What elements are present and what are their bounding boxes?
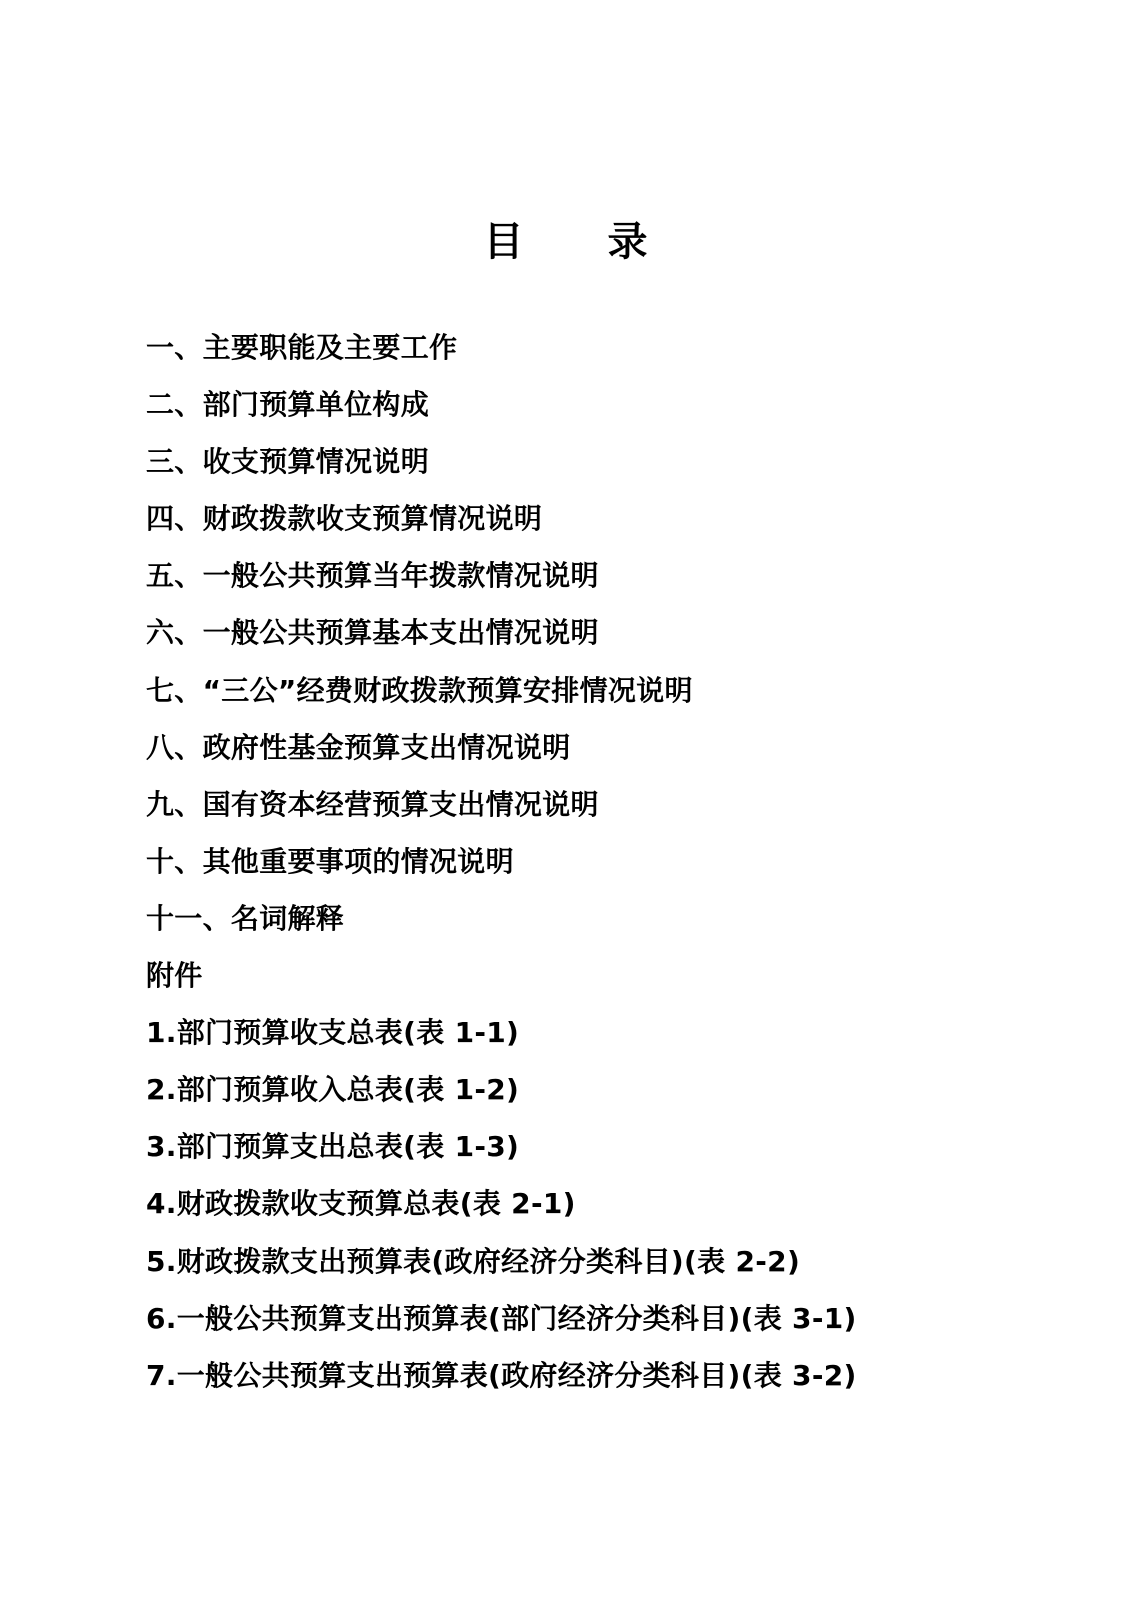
toc-item-10: 十、其他重要事项的情况说明 (146, 844, 514, 878)
title-char-1: 目 (483, 218, 524, 265)
toc-appendix-item-5: 5.财政拨款支出预算表(政府经济分类科目)(表 2-2) (146, 1244, 801, 1278)
toc-item-9: 九、国有资本经营预算支出情况说明 (146, 787, 599, 821)
toc-item-4: 四、财政拨款收支预算情况说明 (146, 502, 543, 536)
toc-item-11: 十一、名词解释 (146, 901, 345, 935)
toc-appendix-item-6: 6.一般公共预算支出预算表(部门经济分类科目)(表 3-1) (146, 1301, 857, 1335)
table-of-contents (146, 324, 1066, 1409)
toc-item-3: 三、收支预算情况说明 (146, 445, 430, 479)
toc-appendix-item-2: 2.部门预算收入总表(表 1-2) (146, 1073, 520, 1107)
toc-appendix-heading: 附件 (146, 959, 203, 993)
toc-item-6: 六、一般公共预算基本支出情况说明 (146, 616, 599, 650)
toc-appendix-item-3: 3.部门预算支出总表(表 1-3) (146, 1130, 520, 1164)
title-char-2: 录 (607, 218, 648, 265)
toc-item-2: 二、部门预算单位构成 (146, 388, 430, 422)
page-title (0, 210, 1131, 266)
toc-item-1: 一、主要职能及主要工作 (146, 331, 458, 364)
toc-appendix-item-4: 4.财政拨款收支预算总表(表 2-1) (146, 1187, 576, 1221)
toc-appendix-item-1: 1.部门预算收支总表(表 1-1) (146, 1016, 520, 1050)
toc-item-8: 八、政府性基金预算支出情况说明 (146, 730, 571, 764)
toc-item-7: 七、“三公”经费财政拨款预算安排情况说明 (146, 673, 693, 707)
toc-appendix-item-7: 7.一般公共预算支出预算表(政府经济分类科目)(表 3-2) (146, 1358, 857, 1392)
toc-item-5: 五、一般公共预算当年拨款情况说明 (146, 559, 599, 593)
